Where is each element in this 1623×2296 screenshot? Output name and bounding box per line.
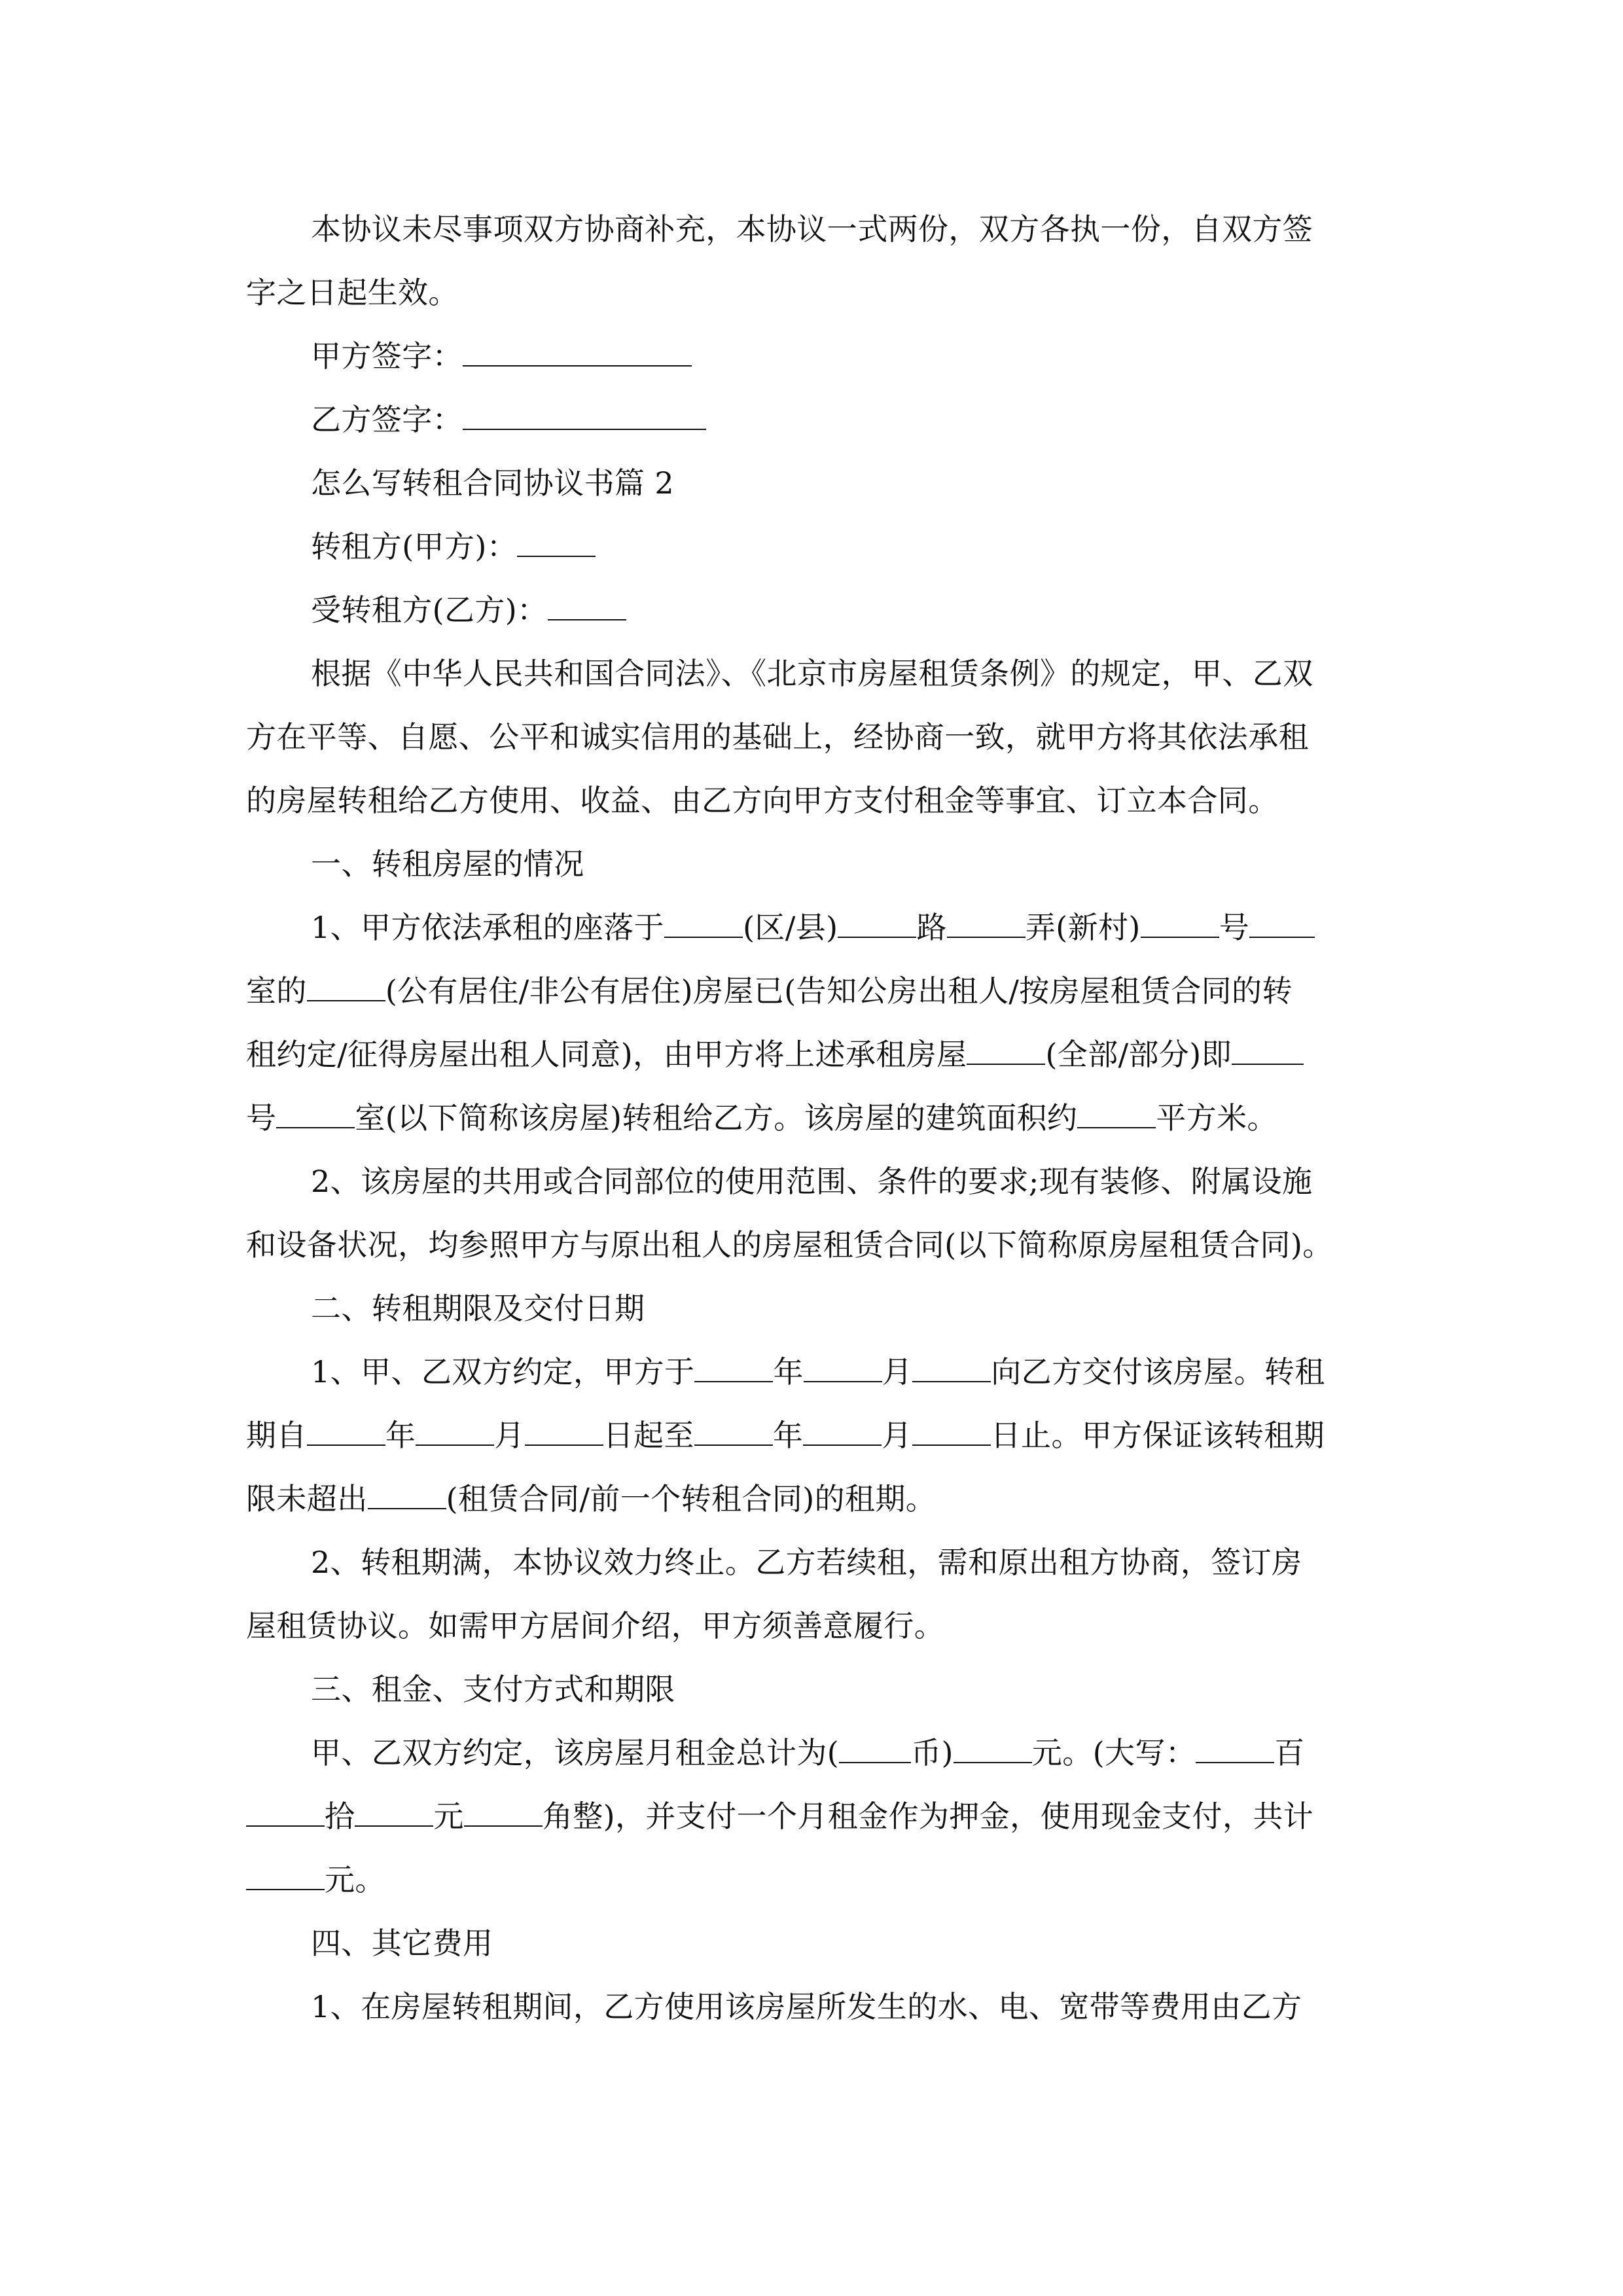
blank xyxy=(664,908,743,938)
text: 1、甲方依法承租的座落于 xyxy=(311,910,665,945)
term-line-3 xyxy=(246,1479,936,1518)
clause-1-line-4 xyxy=(246,1098,1277,1138)
text: 月 xyxy=(882,1418,912,1453)
blank xyxy=(967,1035,1045,1065)
clause-1-line-2 xyxy=(246,971,1293,1011)
renewal-line-2: 屋租赁协议。如需甲方居间介绍，甲方须善意履行。 xyxy=(246,1608,945,1643)
signature-blank xyxy=(463,336,692,367)
party-b-signature-line xyxy=(311,400,706,439)
text: 号 xyxy=(246,1100,277,1136)
blank xyxy=(368,1479,446,1509)
heading-3: 三、租金、支付方式和期限 xyxy=(311,1672,675,1707)
text: 币) xyxy=(911,1735,954,1770)
sublessor-label: 转租方(甲方)： xyxy=(311,529,518,564)
text: (租赁合同/前一个转租合同)的租期。 xyxy=(446,1481,936,1516)
term-line-2 xyxy=(246,1416,1325,1455)
sublessor-line xyxy=(311,527,596,566)
text: 元。 xyxy=(325,1862,385,1897)
clause-2-line-1: 2、该房屋的共用或合同部位的使用范围、条件的要求;现有装修、附属设施 xyxy=(311,1164,1313,1199)
blank xyxy=(355,1797,433,1827)
text: 向乙方交付该房屋。转租 xyxy=(991,1354,1325,1390)
blank xyxy=(839,1733,911,1763)
text: 月 xyxy=(494,1418,525,1453)
section-title: 怎么写转租合同协议书篇 2 xyxy=(311,465,675,501)
clause-2-line-2: 和设备状况，均参照甲方与原出租人的房屋租赁合同(以下简称原房屋租赁合同)。 xyxy=(246,1227,1333,1263)
blank xyxy=(517,527,596,557)
text: 百 xyxy=(1274,1735,1305,1770)
text: 元 xyxy=(433,1799,464,1834)
text: (全部/部分)即 xyxy=(1045,1037,1232,1072)
text: 元。(大写： xyxy=(1031,1735,1196,1770)
blank xyxy=(954,1733,1032,1763)
blank xyxy=(1077,1098,1156,1128)
blank xyxy=(838,908,916,938)
heading-4: 四、其它费用 xyxy=(311,1926,493,1961)
rent-line-1 xyxy=(311,1733,1305,1772)
renewal-line-1: 2、转租期满，本协议效力终止。乙方若续租，需和原出租方协商，签订房 xyxy=(311,1545,1302,1580)
closing-paragraph-line-2: 字之日起生效。 xyxy=(246,275,459,310)
intro-line-1: 根据《中华人民共和国合同法》、《北京市房屋租赁条例》的规定，甲、乙双 xyxy=(311,656,1313,691)
blank xyxy=(912,1352,991,1382)
signature-blank xyxy=(463,400,706,430)
party-a-sign-label: 甲方签字： xyxy=(311,338,463,374)
blank xyxy=(464,1797,543,1827)
text: 号 xyxy=(1219,910,1250,945)
blank xyxy=(947,908,1026,938)
blank xyxy=(694,1352,773,1382)
sublessee-label: 受转租方(乙方)： xyxy=(311,592,548,628)
text: 拾 xyxy=(325,1799,355,1834)
text: (公有居住/非公有居住)房屋已(告知公房出租人/按房屋租赁合同的转 xyxy=(385,973,1293,1009)
text: 角整)，并支付一个月租金作为押金，使用现金支付，共计 xyxy=(542,1799,1314,1834)
blank xyxy=(548,590,626,620)
heading-2: 二、转租期限及交付日期 xyxy=(311,1291,645,1326)
intro-line-2: 方在平等、自愿、公平和诚实信用的基础上，经协商一致，就甲方将其依法承租 xyxy=(246,719,1309,755)
blank xyxy=(1141,908,1219,938)
text: 室的 xyxy=(246,973,307,1009)
blank xyxy=(912,1416,991,1446)
text: 日起至 xyxy=(603,1418,694,1453)
rent-line-2 xyxy=(246,1797,1313,1836)
party-b-sign-label: 乙方签字： xyxy=(311,402,463,437)
rent-line-3 xyxy=(246,1860,385,1899)
blank xyxy=(1249,908,1315,938)
text: 甲、乙双方约定，该房屋月租金总计为( xyxy=(311,1735,840,1770)
clause-1-line-1 xyxy=(311,908,1315,947)
party-a-signature-line xyxy=(311,336,692,376)
blank xyxy=(307,971,385,1001)
text: 1、甲、乙双方约定，甲方于 xyxy=(311,1354,695,1390)
blank xyxy=(246,1797,325,1827)
text: 平方米。 xyxy=(1156,1100,1277,1136)
text: 月 xyxy=(882,1354,913,1390)
blank xyxy=(804,1352,882,1382)
blank xyxy=(803,1416,882,1446)
blank xyxy=(1232,1035,1304,1065)
blank xyxy=(307,1416,385,1446)
blank xyxy=(694,1416,773,1446)
blank xyxy=(416,1416,494,1446)
text: 室(以下简称该房屋)转租给乙方。该房屋的建筑面积约 xyxy=(355,1100,1078,1136)
closing-paragraph-line-1: 本协议未尽事项双方协商补充，本协议一式两份，双方各执一份，自双方签 xyxy=(311,211,1313,247)
text: 路 xyxy=(916,910,947,945)
blank xyxy=(1196,1733,1274,1763)
fees-line-1: 1、在房屋转租期间，乙方使用该房屋所发生的水、电、宽带等费用由乙方 xyxy=(311,1989,1302,2024)
text: (区/县) xyxy=(743,910,838,945)
heading-1: 一、转租房屋的情况 xyxy=(311,846,584,882)
blank xyxy=(525,1416,603,1446)
clause-1-line-3 xyxy=(246,1035,1304,1074)
text: 年 xyxy=(385,1418,416,1453)
text: 弄(新村) xyxy=(1025,910,1141,945)
intro-line-3: 的房屋转租给乙方使用、收益、由乙方向甲方支付租金等事宜、订立本合同。 xyxy=(246,783,1279,818)
sublessee-line xyxy=(311,590,626,630)
text: 租约定/征得房屋出租人同意)，由甲方将上述承租房屋 xyxy=(246,1037,967,1072)
text: 年 xyxy=(772,1418,804,1453)
blank xyxy=(246,1860,325,1890)
term-line-1 xyxy=(311,1352,1325,1391)
text: 期自 xyxy=(246,1418,307,1453)
text: 限未超出 xyxy=(246,1481,368,1516)
text: 日止。甲方保证该转租期 xyxy=(990,1418,1325,1453)
blank xyxy=(276,1098,355,1128)
text: 年 xyxy=(773,1354,804,1390)
